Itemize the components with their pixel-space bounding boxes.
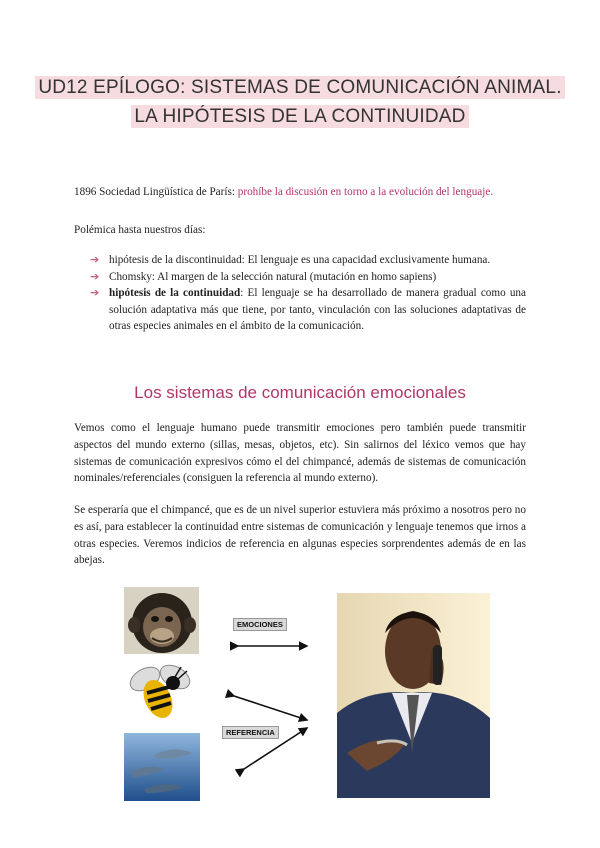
bee-image	[125, 657, 195, 724]
arrow-right-icon: ➔	[90, 253, 100, 266]
body-paragraph-2: Se esperaría que el chimpancé, que es de un nivel superior estuviera más próximo a nosotros pero no es así, para establecer la continuidad entre sistemas de comunicación y lenguaje tenemos que irnos a otras especies. Veremos indicios de referencia en algunas especies sorprendentes además de en las abejas.	[74, 504, 526, 567]
intro-paragraph	[74, 184, 526, 201]
list-item: ➔ hipótesis de la continuidad: El lenguaje se ha desarrollado de manera gradual como una solución adaptativa más que tiene, por tanto, vinculación con las soluciones adaptativas de otras especies animales en el ámbito de la comunicación.	[90, 286, 526, 332]
man-on-phone-image	[337, 593, 490, 798]
emociones-label: EMOCIONES	[233, 618, 287, 631]
arrow-right-icon: ➔	[90, 269, 100, 283]
body-paragraph-1: Vemos como el lenguaje humano puede transmitir emociones pero también puede transmitir aspectos del mundo externo (sillas, mesas, objetos, etc). Sin salirnos del léxico vemos que hay sistemas de comunicación expresivos cómo el del chimpancé, además de sistemas de comunicación nominales/referenciales (consiguen la referencia al mundo externo).	[74, 422, 526, 485]
page-title-line-2: LA HIPÓTESIS DE LA CONTINUIDAD	[0, 106, 600, 128]
polemica-line: Polémica hasta nuestros días:	[74, 224, 206, 236]
list-item: ➔ hipótesis de la discontinuidad: El lenguaje es una capacidad exclusivamente humana.	[90, 252, 526, 269]
referencia-arrow-lower	[244, 728, 307, 769]
intro-prefix: 1896 Sociedad Lingüística de París:	[74, 186, 238, 198]
intro-highlight: prohíbe la discusión en torno a la evolución del lenguaje.	[237, 186, 494, 198]
bold-term: hipótesis de la continuidad	[109, 287, 241, 299]
dolphins-image	[124, 733, 200, 801]
list-item: ➔ Chomsky: Al margen de la selección natural (mutación en homo sapiens)	[90, 269, 526, 286]
referencia-arrow-upper	[234, 696, 307, 720]
referencia-label: REFERENCIA	[222, 726, 279, 739]
chimpanzee-image	[124, 587, 199, 654]
page-title-line-1: UD12 EPÍLOGO: SISTEMAS DE COMUNICACIÓN ANIMAL.	[0, 77, 600, 99]
section-heading: Los sistemas de comunicación emocionales	[134, 383, 466, 402]
arrows-diagram	[200, 630, 340, 780]
arrow-right-icon: ➔	[90, 286, 100, 299]
hypotheses-list	[90, 252, 526, 335]
